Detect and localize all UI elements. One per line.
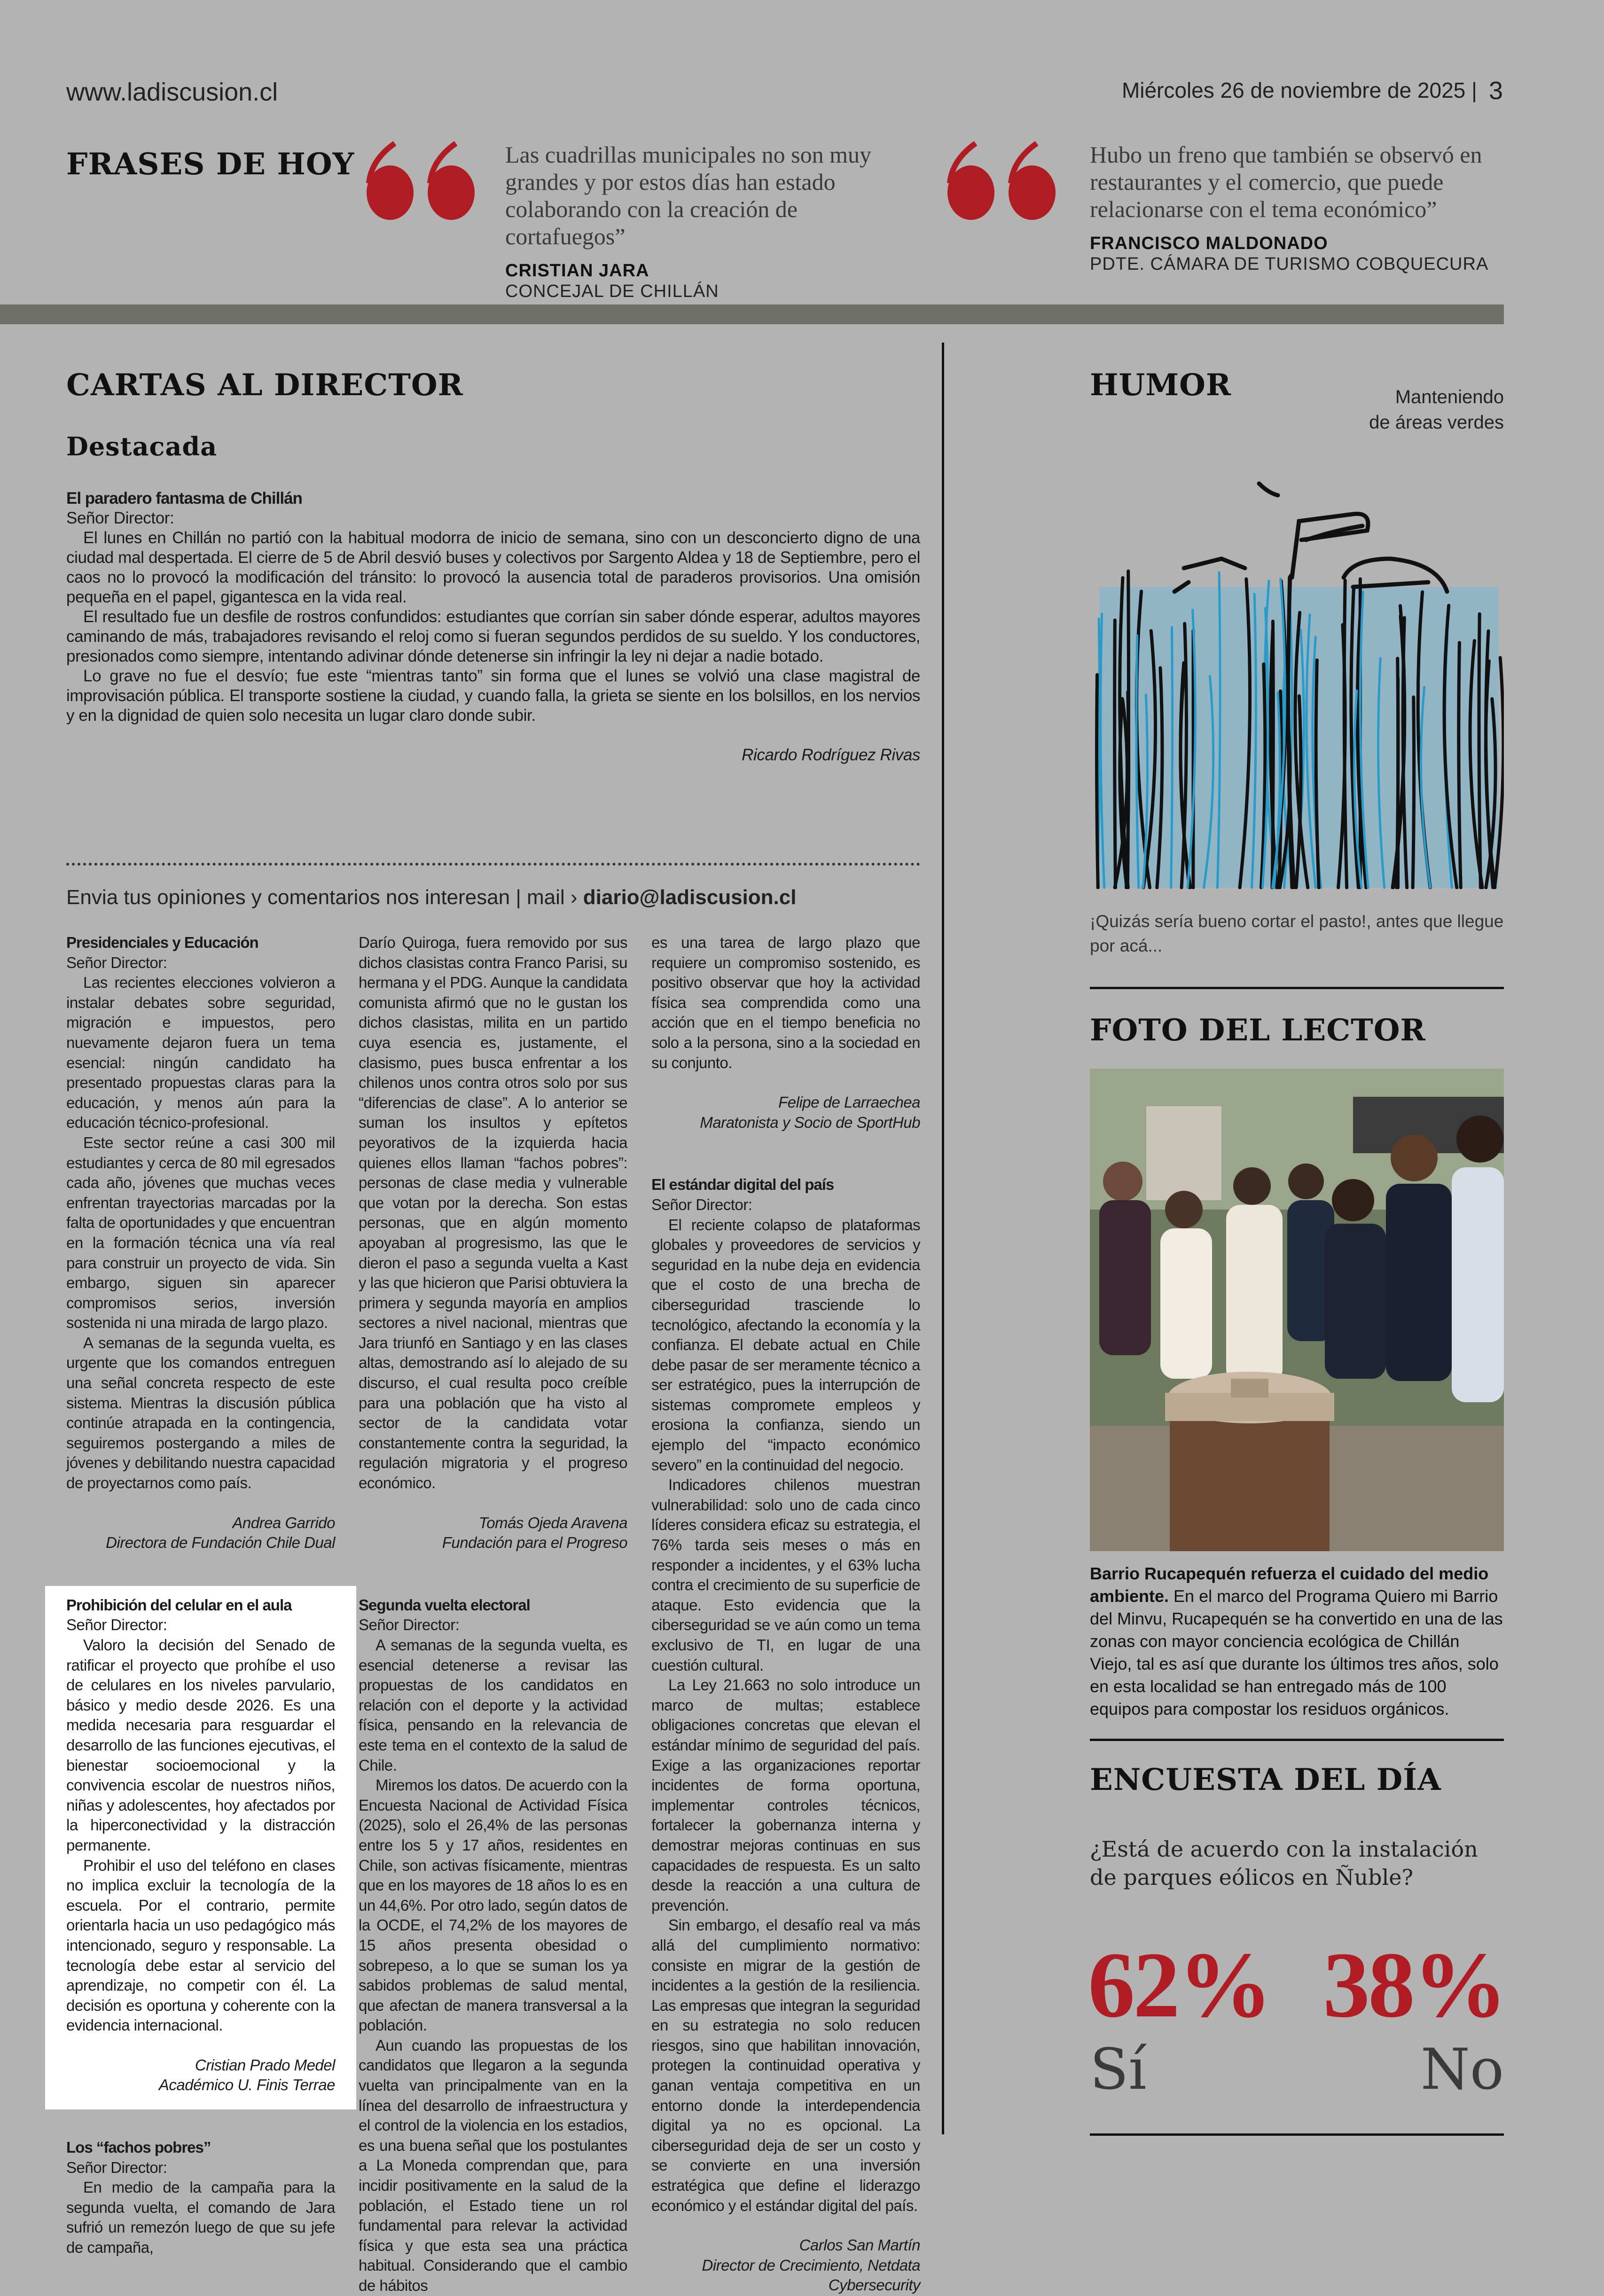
signature-role: Cybersecurity — [651, 2275, 920, 2296]
grass-stroke — [1115, 620, 1116, 888]
letter-signature: Ricardo Rodríguez Rivas — [66, 745, 920, 765]
letter-salutation: Señor Director: — [359, 1615, 627, 1635]
letter-title: Segunda vuelta electoral — [359, 1595, 627, 1616]
signature-name: Andrea Garrido — [66, 1513, 335, 1533]
letter-salutation: Señor Director: — [66, 2158, 335, 2178]
quote-block — [1090, 141, 1503, 274]
letter-salutation: Señor Director: — [66, 953, 335, 973]
letter-signature — [66, 1513, 335, 1553]
grass-stroke — [1097, 675, 1098, 888]
letter-title: Los “fachos pobres” — [66, 2138, 335, 2158]
column-divider — [942, 343, 944, 2134]
column-2 — [359, 933, 627, 2296]
poll-no-label: No — [1421, 2039, 1504, 2101]
letter-paragraph: El lunes en Chillán no partió con la habitual modorra de inicio de semana, sino con un desconcierto digno de una ciudad mal despertada. El cierre de 5 de Abril desvió buses y colectivos por Sargento Aldea y 18 de Septiembre, pero el caos no lo provocó la modificación del tránsito: lo provocó la ausencia total de paraderos provisorios. Una omisión pequeña en el papel, gigantesca en la vida real. — [66, 528, 920, 607]
foto-caption-headline: Barrio Rucapequén refuerza el cuidado del medio ambiente. — [1090, 1564, 1488, 1606]
submit-text: Envia tus opiniones y comentarios nos interesan | mail › — [66, 886, 583, 909]
grass-stroke — [1479, 614, 1480, 888]
submit-email-link[interactable]: diario@ladiscusion.cl — [583, 886, 797, 909]
letter-paragraph: es una tarea de largo plazo que requiere un compromiso sostenido, es positivo observar que hoy la actividad física sea comprendida como una acción que en el tiempo beneficia no solo a la persona, sino a la sociedad en su conjunto. — [651, 933, 920, 1073]
site-url[interactable]: www.ladiscusion.cl — [66, 78, 278, 107]
featured-label: Destacada — [66, 431, 217, 461]
poll-yes-percent: 62% — [1088, 1936, 1270, 2035]
quote-author: CRISTIAN JARA — [505, 260, 919, 281]
letter-paragraph: A semanas de la segunda vuelta, es esencial detenerse a revisar las propuestas de los candidatos en relación con el deporte y la actividad física, pensando en la relevancia de este tema en el contexto de la salud de Chile. — [359, 1635, 627, 1775]
quote-mark-icon — [362, 141, 486, 221]
letter-paragraph: El resultado fue un desfile de rostros confundidos: estudiantes que corrían sin saber dónde esperar, adultos mayores caminando de más, trabajadores revisando el reloj como si fueran segundos perdidos de su sueldo. Y los conductores, presionados como siempre, intentando adivinar dónde detenerse sin infringir la ley ni dejar a nadie botado. — [66, 607, 920, 666]
letter — [66, 933, 335, 1493]
grass-stroke — [1272, 621, 1273, 888]
featured-letter — [66, 489, 920, 765]
signature-name: Cristian Prado Medel — [66, 2055, 335, 2076]
signature-role: Maratonista y Socio de SportHub — [651, 1113, 920, 1133]
letter-salutation: Señor Director: — [66, 1615, 335, 1635]
poll-no-percent: 38% — [1323, 1936, 1505, 2035]
cartas-title: CARTAS AL DIRECTOR — [66, 367, 463, 403]
letter-paragraph: En medio de la campaña para la segunda vuelta, el comando de Jara sufrió un remezón luego de que su jefe de campaña, — [66, 2178, 335, 2257]
letter-paragraph: Indicadores chilenos muestran vulnerabilidad: solo uno de cada cinco líderes considera eficaz su estrategia, el 76% tarda seis meses o más en responder a incidentes, y el 63% lucha contra el crecimiento de su superficie de ataque. Esto evidencia que la ciberseguridad se ve aún como un tema exclusivo de TI, en lugar de una cuestión cultural. — [651, 1475, 920, 1675]
grass-stroke — [1413, 697, 1414, 888]
letter-title: Presidenciales y Educación — [66, 933, 335, 953]
signature-name: Tomás Ojeda Aravena — [359, 1513, 627, 1533]
foto-caption — [1090, 1562, 1504, 1720]
section-rule — [1090, 1739, 1504, 1741]
compost-bin — [1165, 1372, 1334, 1551]
signature-role: Director de Crecimiento, Netdata — [651, 2256, 920, 2276]
letter-paragraph: El reciente colapso de plataformas globales y proveedores de servicios y seguridad en la nube deja en evidencia que el costo de una brecha de ciberseguridad trasciende lo tecnológico, afectando la economía y la confianza. El debate actual en Chile debe pasar de ser meramente técnico a ser estratégico, pues la interrupción de sistemas compromete empleos y erosiona la confianza, siendo un ejemplo del “impacto económico severo” en la continuidad del negocio. — [651, 1215, 920, 1476]
dotted-divider — [66, 863, 920, 866]
letter-paragraph: Este sector reúne a casi 300 mil estudiantes y cerca de 80 mil egresados cada año, jóvenes que muchas veces enfrentan trayectorias marcadas por la falta de oportunidades y que encuentran en la formación técnica una vía real para construir un proyecto de vida. Sin embargo, siguen sin aparecer compromisos serios, inversión sostenida ni una mirada de largo plazo. — [66, 1133, 335, 1333]
letter — [359, 1595, 627, 2296]
section-rule — [1090, 2133, 1504, 2136]
encuesta-title: ENCUESTA DEL DÍA — [1090, 1762, 1441, 1797]
letter-salutation: Señor Director: — [651, 1195, 920, 1215]
letter-title: Prohibición del celular en el aula — [66, 1595, 335, 1616]
humor-title: HUMOR — [1090, 367, 1231, 403]
letter-title: El paradero fantasma de Chillán — [66, 489, 920, 508]
signature-name: Felipe de Larraechea — [651, 1093, 920, 1113]
foto-caption-text: En el marco del Programa Quiero mi Barrio del Minvu, Rucapequén se ha convertido en una de las zonas con mayor conciencia ecológica de Chillán Viejo, tal es así que durante los últimos tres años, solo en esta localidad se han entregado más de 100 equipos para compostar los residuos orgánicos. — [1090, 1586, 1503, 1718]
quote-author: FRANCISCO MALDONADO — [1090, 233, 1503, 254]
humor-caption: ¡Quizás sería bueno cortar el pasto!, antes que llegue por acá... — [1090, 909, 1504, 958]
letter-paragraph: La Ley 21.663 no solo introduce un marco de multas; establece obligaciones concretas que elevan el estándar mínimo de seguridad del país. Exige a las organizaciones reportar incidentes de forma oportuna, implementar controles técnicos, fortalecer la gobernanza interna y demostrar mejoras continuas en sus capacidades de respuesta. Es un salto desde la reacción a una cultura de prevención. — [651, 1675, 920, 1915]
letter-paragraph: Darío Quiroga, fuera removido por sus dichos clasistas contra Franco Parisi, su hermana y el PDG. Aunque la candidata comunista afirmó que no le gustan los dichos clasistas, milita en un partido cuya esencia es, justamente, el clasismo, pues busca enfrentar a los chilenos unos contra otros solo por sus “diferencias de clase”. A lo anterior se suman los insultos y epítetos peyorativos de la izquierda hacia quienes ellos llaman “fachos pobres”: personas de clase media y vulnerable que votan por la derecha. Son estas personas, que en algún momento apoyaban al progresismo, las que le dieron el paso a segunda vuelta a Kast y las que hicieron que Parisi obtuviera la primera y segunda mayoría en amplios sectores a nivel nacional, mientras que Jara triunfó en Santiago y en las clases altas, demostrando así lo alejado de su discurso, el cual resulta poco creíble para una población que ha visto al sector de la candidata votar constantemente contra la seguridad, la regulación migratoria y el progreso económico. — [359, 933, 627, 1493]
column-3 — [651, 933, 920, 2296]
quote-author-role: PDTE. CÁMARA DE TURISMO COBQUECURA — [1090, 254, 1503, 274]
quote-text: Hubo un freno que también se observó en restaurantes y el comercio, que puede relacionarse con el tema económico” — [1090, 141, 1503, 223]
quote-block — [505, 141, 919, 302]
letter-paragraph: Las recientes elecciones volvieron a instalar debates sobre seguridad, migración e impuestos, pero nuevamente dejaron fuera un tema esencial: ningún candidato ha presentado propuestas claras para la educación, y menos aún para la educación técnico-profesional. — [66, 973, 335, 1133]
signature-name: Carlos San Martín — [651, 2235, 920, 2256]
signature-role: Directora de Fundación Chile Dual — [66, 1533, 335, 1553]
letter-salutation: Señor Director: — [66, 508, 920, 528]
letter-signature — [359, 1513, 627, 1553]
column-1 — [66, 933, 335, 2258]
page-number: 3 — [1489, 76, 1503, 105]
letter-paragraph: Valoro la decisión del Senado de ratificar el proyecto que prohíbe el uso de celulares en los niveles parvulario, básico y medio desde 2026. Es una medida necesaria para resguardar el desarrollo de las funciones ejecutivas, el bienestar socioemocional y la convivencia escolar de nuestros niños, niñas y adolescentes, hoy afectados por la hiperconectividad y la distracción permanente. — [66, 1635, 335, 1856]
highlight-box — [45, 1586, 356, 2109]
signature-role: Fundación para el Progreso — [359, 1533, 627, 1553]
quote-author-role: CONCEJAL DE CHILLÁN — [505, 281, 919, 302]
letter-paragraph: A semanas de la segunda vuelta, es urgente que los comandos entreguen una señal concreta respecto de este sistema. Mientras la discusión pública continúe atrapada en la contingencia, seguiremos postergando a miles de jóvenes y debilitando nuestra capacidad de proyectarnos como país. — [66, 1333, 335, 1493]
signature-role: Académico U. Finis Terrae — [66, 2075, 335, 2095]
grass-stroke — [1171, 627, 1173, 888]
foto-title: FOTO DEL LECTOR — [1090, 1013, 1426, 1048]
reader-photo — [1090, 1069, 1504, 1551]
section-rule — [1090, 987, 1504, 989]
letter-paragraph: Miremos los datos. De acuerdo con la Encuesta Nacional de Actividad Física (2025), solo el 26,4% de las personas entre los 5 y 17 años, residentes en Chile, son activas físicamente, mientras que en los mayores de 18 años lo es en un 44,6%. Por otro lado, según datos de la OCDE, el 74,2% de los mayores de 15 años presenta obesidad o sobrepeso, a lo que se suman los ya sabidos problemas de salud mental, que afectan de manera transversal a la población. — [359, 1775, 627, 2036]
issue-date: Miércoles 26 de noviembre de 2025 | — [1122, 78, 1477, 103]
letter-signature — [651, 2235, 920, 2296]
quote-text: Las cuadrillas municipales no son muy grandes y por estos días han estado colaborando con la creación de cortafuegos” — [505, 141, 919, 250]
humor-cartoon — [1090, 474, 1504, 889]
cartoon-mower-figure — [1174, 484, 1447, 592]
poll-question: ¿Está de acuerdo con la instalación de parques eólicos en Ñuble? — [1090, 1835, 1504, 1891]
section-divider-bar — [0, 305, 1504, 324]
grass-stroke — [1127, 571, 1128, 888]
humor-subtitle-line: Manteniendo — [1369, 384, 1504, 410]
letter-signature — [66, 2055, 335, 2095]
letter-paragraph: Aun cuando las propuestas de los candidatos que llegaron a la segunda vuelta van principalmente van en la línea del desarrollo de infraestructura y el control de la violencia en los estadios, es una buena señal que los postulantes a La Moneda comprendan que, para incidir positivamente en la salud de la población, el Estado tiene un rol fundamental para relevar la actividad física y que esta sea una práctica habitual. Considerando que el cambio de hábitos — [359, 2036, 627, 2296]
frases-title: FRASES DE HOY — [66, 147, 354, 182]
letter-title: El estándar digital del país — [651, 1175, 920, 1195]
poll-yes-label: Sí — [1090, 2039, 1147, 2101]
quote-mark-icon — [943, 141, 1067, 221]
humor-subtitle — [1369, 384, 1504, 435]
letter-paragraph: Sin embargo, el desafío real va más allá del cumplimiento normativo: consiste en migrar de la gestión de incidentes a la gestión de la resiliencia. Las empresas que integran la seguridad en su estrategia no solo reducen riesgos, sino que habilitan innovación, protegen la continuidad operativa y ganan ventaja competitiva en un entorno donde la interdependencia digital ya no es opcional. La ciberseguridad deja de ser un costo y se convierte en una inversión estratégica que define el liderazgo económico y el estándar digital del país. — [651, 1915, 920, 2216]
letter-signature — [651, 1093, 920, 1132]
humor-subtitle-line: de áreas verdes — [1369, 410, 1504, 435]
letter — [651, 1175, 920, 2216]
letter-paragraph: Prohibir el uso del teléfono en clases no implica excluir la tecnología de la escuela. Por el contrario, permite orientarla hacia un uso pedagógico más intencionado, seguro y responsable. La tecnología debe estar al servicio del aprendizaje, no competir con él. La decisión es oportuna y coherente con la evidencia internacional. — [66, 1856, 335, 2036]
letter-paragraph: Lo grave no fue el desvío; fue este “mientras tanto” sin forma que el lunes se volvió una clase magistral de improvisación pública. El transporte sostiene la ciudad, y cuando falla, la grieta se siente en los bolsillos, en los nervios y en la dignidad de quien solo necesita un lugar claro donde subir. — [66, 666, 920, 726]
letter — [66, 2138, 335, 2258]
submit-line — [66, 886, 796, 909]
